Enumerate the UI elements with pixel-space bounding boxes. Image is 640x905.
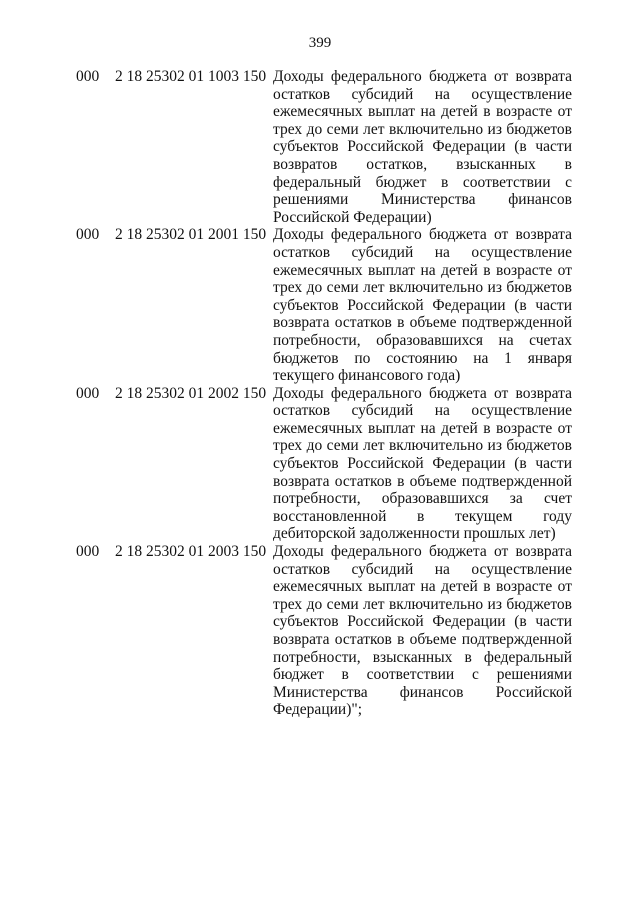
budget-classification-code: 2 18 25302 01 2003 150: [115, 543, 267, 561]
budget-classification-code: 2 18 25302 01 2001 150: [115, 226, 267, 244]
budget-code-entry: [0, 226, 640, 384]
budget-code-list: [0, 68, 640, 719]
income-description: Доходы федерального бюджета от возврата остатков субсидий на осуществление ежемесячных выплат на детей в возрасте от трех до семи лет включительно из бюджетов субъектов Российской Федерации (в части возвратов остатков, взысканных в федеральный бюджет в соответствии с решениями Министерства финансов Российской Федерации): [273, 68, 572, 226]
admin-code: 000: [76, 543, 100, 561]
budget-code-entry: [0, 543, 640, 719]
income-description: Доходы федерального бюджета от возврата остатков субсидий на осуществление ежемесячных выплат на детей в возрасте от трех до семи лет включительно из бюджетов субъектов Российской Федерации (в части возврата остатков в объеме подтвержденной потребности, взысканных в федеральный бюджет в соответствии с решениями Министерства финансов Российской Федерации)";: [273, 543, 572, 719]
income-description: Доходы федерального бюджета от возврата остатков субсидий на осуществление ежемесячных выплат на детей в возрасте от трех до семи лет включительно из бюджетов субъектов Российской Федерации (в части возврата остатков в объеме подтвержденной потребности, образовавшихся за счет восстановленной в текущем году дебиторской задолженности прошлых лет): [273, 384, 572, 543]
budget-classification-code: 2 18 25302 01 1003 150: [115, 68, 267, 85]
budget-classification-code: 2 18 25302 01 2002 150: [115, 384, 267, 402]
budget-code-entry: [0, 385, 640, 543]
admin-code: 000: [76, 384, 100, 402]
admin-code: 000: [76, 68, 100, 85]
budget-code-entry: [0, 68, 640, 226]
income-description: Доходы федерального бюджета от возврата остатков субсидий на осуществление ежемесячных выплат на детей в возрасте от трех до семи лет включительно из бюджетов субъектов Российской Федерации (в части возврата остатков в объеме подтвержденной потребности, образовавшихся на счетах бюджетов по состоянию на 1 января текущего финансового года): [273, 226, 572, 385]
page-number: 399: [308, 35, 332, 51]
admin-code: 000: [76, 226, 100, 244]
